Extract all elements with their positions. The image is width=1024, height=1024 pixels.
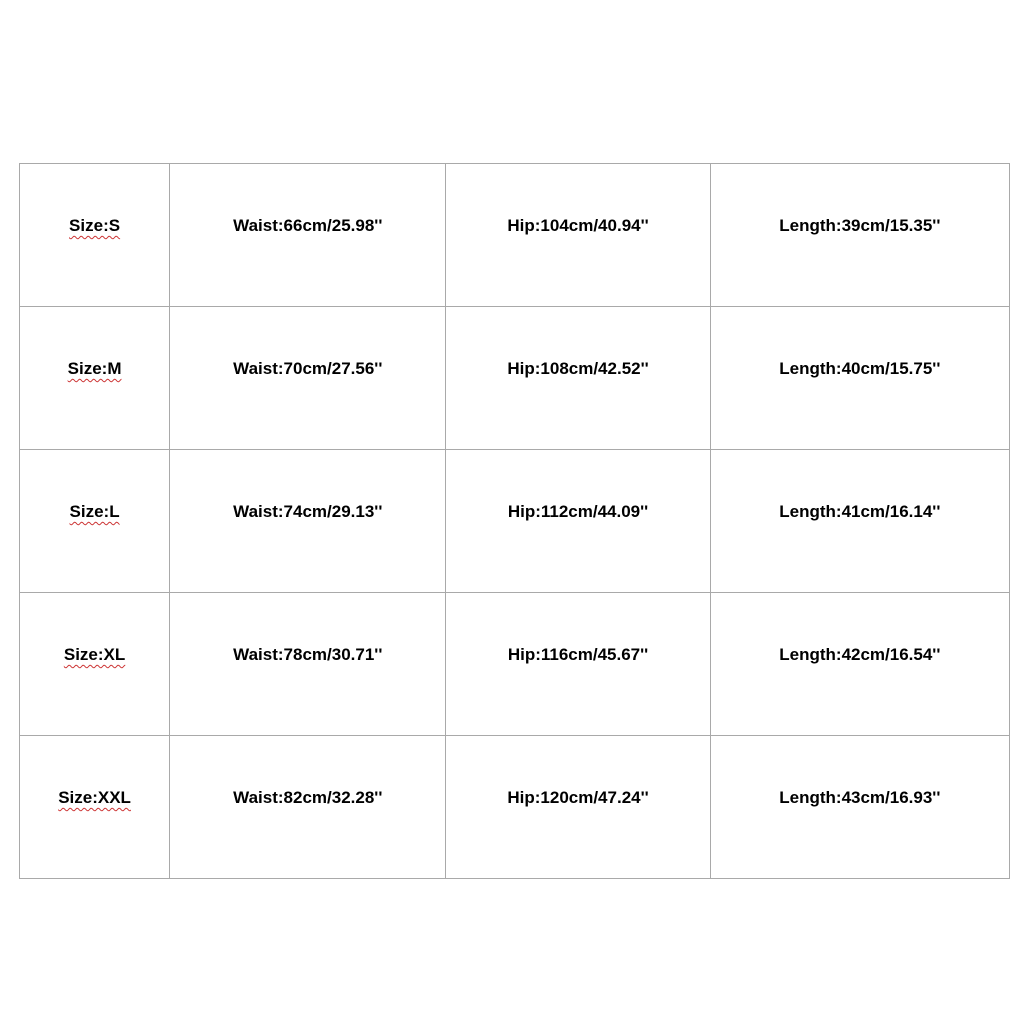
- waist-value: Waist:66cm/25.98'': [233, 216, 383, 235]
- hip-value: Hip:116cm/45.67'': [507, 645, 649, 664]
- waist-value: Waist:74cm/29.13'': [233, 502, 383, 521]
- hip-cell: [446, 164, 710, 307]
- length-cell: [710, 450, 1009, 593]
- waist-cell: [170, 450, 446, 593]
- size-cell: [20, 450, 170, 593]
- length-cell: [710, 736, 1009, 879]
- length-cell: [710, 164, 1009, 307]
- size-label: Size:M: [67, 359, 122, 378]
- hip-cell: [446, 593, 710, 736]
- hip-value: Hip:104cm/40.94'': [507, 216, 649, 235]
- length-cell: [710, 593, 1009, 736]
- length-cell: [710, 307, 1009, 450]
- size-cell: [20, 736, 170, 879]
- waist-value: Waist:70cm/27.56'': [233, 359, 383, 378]
- size-cell: [20, 164, 170, 307]
- size-cell: [20, 593, 170, 736]
- size-cell: [20, 307, 170, 450]
- length-value: Length:39cm/15.35'': [779, 216, 941, 235]
- size-label: Size:XL: [63, 645, 126, 664]
- hip-cell: [446, 736, 710, 879]
- hip-value: Hip:112cm/44.09'': [507, 502, 649, 521]
- size-label: Size:S: [69, 216, 121, 235]
- size-chart-table: [19, 163, 1010, 879]
- waist-value: Waist:78cm/30.71'': [233, 645, 383, 664]
- waist-cell: [170, 593, 446, 736]
- table-row: [20, 164, 1010, 307]
- table-row: [20, 593, 1010, 736]
- table-row: [20, 450, 1010, 593]
- waist-cell: [170, 164, 446, 307]
- hip-value: Hip:120cm/47.24'': [507, 788, 649, 807]
- table-row: [20, 736, 1010, 879]
- waist-cell: [170, 736, 446, 879]
- hip-cell: [446, 450, 710, 593]
- hip-value: Hip:108cm/42.52'': [507, 359, 649, 378]
- hip-cell: [446, 307, 710, 450]
- waist-value: Waist:82cm/32.28'': [233, 788, 383, 807]
- length-value: Length:42cm/16.54'': [779, 645, 941, 664]
- table-row: [20, 307, 1010, 450]
- length-value: Length:40cm/15.75'': [779, 359, 941, 378]
- waist-cell: [170, 307, 446, 450]
- length-value: Length:43cm/16.93'': [779, 788, 941, 807]
- size-label: Size:XXL: [58, 788, 131, 807]
- length-value: Length:41cm/16.14'': [779, 502, 941, 521]
- size-label: Size:L: [69, 502, 120, 521]
